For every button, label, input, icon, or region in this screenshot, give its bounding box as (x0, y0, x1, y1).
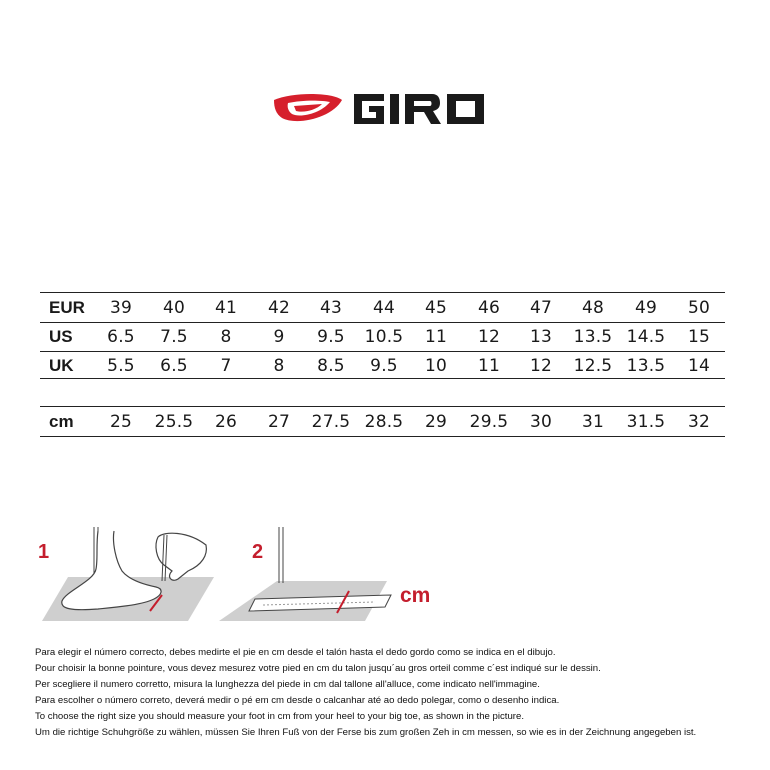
cell-cm-5: 27.5 (311, 412, 351, 432)
cell-cm-7: 29 (424, 412, 448, 432)
row-label-uk: UK (49, 356, 74, 375)
cell-eur-8: 46 (477, 298, 501, 318)
foot-measure-icon (38, 525, 223, 625)
table-rule-bottom (40, 436, 725, 437)
giro-logo (272, 88, 494, 128)
cell-uk-12: 14 (687, 356, 711, 376)
table-rule-top (40, 292, 725, 293)
cell-cm-8: 29.5 (469, 412, 509, 432)
table-row-cm (40, 408, 725, 436)
cell-us-6: 10.5 (364, 327, 404, 347)
cell-uk-2: 6.5 (160, 356, 188, 376)
giro-wordmark (354, 94, 484, 124)
instruction-pt: Para escolher o número correto, deverá medir o pé em cm desde o calcanhar até ao dedo polegar, como o desenho indica. (35, 695, 560, 706)
table-row-uk (40, 352, 725, 380)
table-row-us (40, 323, 725, 351)
cell-uk-7: 10 (424, 356, 448, 376)
cell-cm-1: 25 (109, 412, 133, 432)
cell-uk-6: 9.5 (370, 356, 398, 376)
cell-cm-12: 32 (687, 412, 711, 432)
giro-swoosh-icon (274, 94, 342, 121)
cell-uk-9: 12 (529, 356, 553, 376)
cell-uk-8: 11 (477, 356, 501, 376)
instruction-fr: Pour choisir la bonne pointure, vous devez mesurez votre pied en cm du talon jusqu´au gros orteil comme c´est indiqué sur le dessin. (35, 663, 601, 674)
unit-label-cm: cm (400, 584, 431, 607)
cell-uk-1: 5.5 (107, 356, 135, 376)
cell-eur-2: 40 (162, 298, 186, 318)
cell-us-8: 12 (477, 327, 501, 347)
cell-eur-7: 45 (424, 298, 448, 318)
cell-us-1: 6.5 (107, 327, 135, 347)
cell-eur-9: 47 (529, 298, 553, 318)
instruction-es: Para elegir el número correcto, debes medirte el pie en cm desde el talón hasta el dedo gordo como se indica en el dibujo. (35, 647, 556, 658)
instruction-it: Per scegliere il numero corretto, misura la lunghezza del piede in cm dal tallone all'alluce, come indicato nell'immagine. (35, 679, 540, 690)
cell-cm-9: 30 (529, 412, 553, 432)
step-1-number: 1 (38, 541, 50, 563)
cell-cm-3: 26 (214, 412, 238, 432)
cell-cm-11: 31.5 (626, 412, 666, 432)
cell-us-11: 14.5 (626, 327, 666, 347)
cell-uk-4: 8 (273, 356, 285, 376)
row-label-us: US (49, 327, 73, 346)
cell-cm-2: 25.5 (154, 412, 194, 432)
instruction-de: Um die richtige Schuhgröße zu wählen, müssen Sie Ihren Fuß von der Ferse bis zum großen Zeh in cm messen, so wie es in der Zeichnung angegeben ist. (35, 727, 697, 738)
cell-uk-11: 13.5 (626, 356, 666, 376)
cell-uk-3: 7 (220, 356, 232, 376)
cell-us-9: 13 (529, 327, 553, 347)
table-rule-4 (40, 406, 725, 407)
cell-cm-6: 28.5 (364, 412, 404, 432)
cell-uk-10: 12.5 (573, 356, 613, 376)
cell-eur-3: 41 (214, 298, 238, 318)
cell-us-3: 8 (220, 327, 232, 347)
row-label-cm: cm (49, 412, 74, 431)
cell-eur-11: 49 (634, 298, 658, 318)
cell-eur-6: 44 (372, 298, 396, 318)
cell-us-4: 9 (273, 327, 285, 347)
cell-us-7: 11 (424, 327, 448, 347)
cell-eur-10: 48 (581, 298, 605, 318)
cell-eur-12: 50 (687, 298, 711, 318)
cell-us-10: 13.5 (573, 327, 613, 347)
cell-us-2: 7.5 (160, 327, 188, 347)
table-row-eur (40, 294, 725, 322)
cell-us-5: 9.5 (317, 327, 345, 347)
row-label-eur: EUR (49, 298, 85, 317)
cell-eur-1: 39 (109, 298, 133, 318)
cell-us-12: 15 (687, 327, 711, 347)
step-2-number: 2 (252, 541, 264, 563)
table-rule-3 (40, 378, 725, 379)
cell-cm-4: 27 (267, 412, 291, 432)
ruler-measure-icon (215, 525, 395, 625)
cell-cm-10: 31 (581, 412, 605, 432)
cell-uk-5: 8.5 (317, 356, 345, 376)
instructions-block (35, 645, 755, 741)
instruction-en: To choose the right size you should measure your foot in cm from your heel to your big toe, as shown in the picture. (35, 711, 525, 722)
cell-eur-5: 43 (319, 298, 343, 318)
cell-eur-4: 42 (267, 298, 291, 318)
